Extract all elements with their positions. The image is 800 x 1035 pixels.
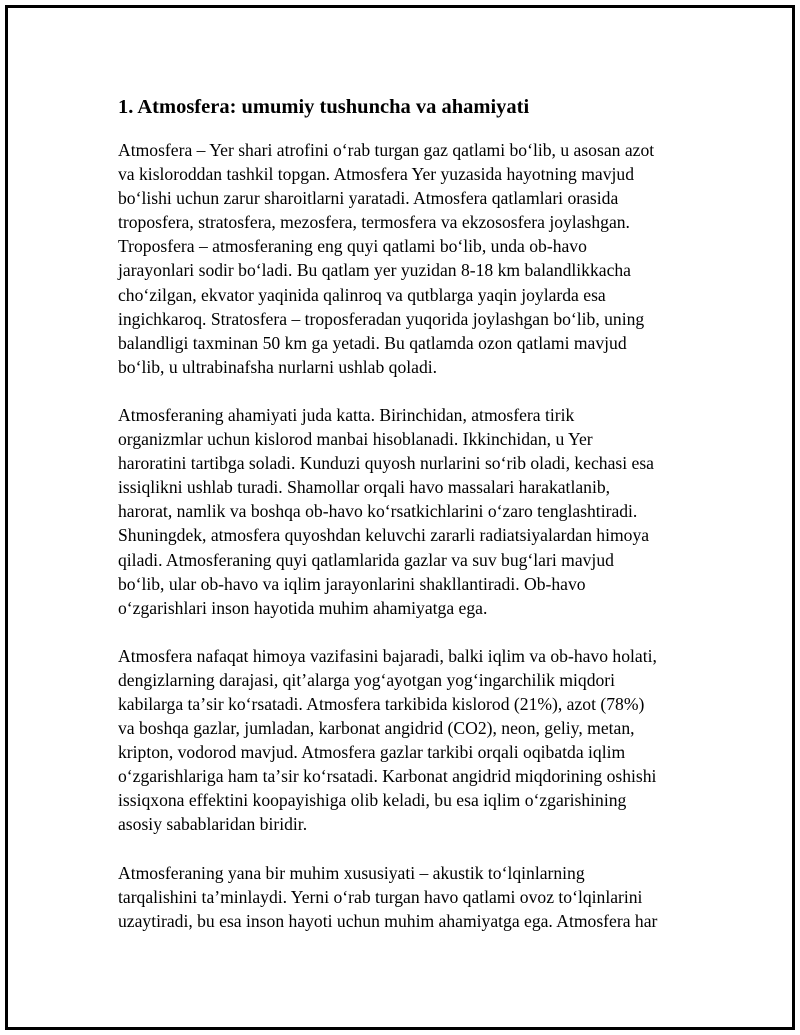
paragraph-2: Atmosferaning ahamiyati juda katta. Birinchidan, atmosfera tirik organizmlar uchun kislorod manbai hisoblanadi. Ikkinchidan, u Yer haroratini tartibga soladi. Kunduzi quyosh nurlarini soʻrib oladi, kechasi esa issiqlikni ushlab turadi. Shamollar orqali havo massalari harakatlanib, harorat, namlik va boshqa ob-havo koʻrsatkichlarini oʻzaro tenglashtiradi. Shuningdek, atmosfera quyoshdan keluvchi zararli radiatsiyalardan himoya qiladi. Atmosferaning quyi qatlamlarida gazlar va suv bugʻlari mavjud boʻlib, ular ob-havo va iqlim jarayonlarini shakllantiradi. Ob-havo oʻzgarishlari inson hayotida muhim ahamiyatga ega. — [118, 404, 654, 618]
document-body — [118, 94, 708, 957]
paragraph-3: Atmosfera nafaqat himoya vazifasini bajaradi, balki iqlim va ob-havo holati, dengizlarning darajasi, qitʼalarga yogʻayotgan yogʻingarchilik miqdori kabilarga taʼsir koʻrsatadi. Atmosfera tarkibida kislorod (21%), azot (78%) va boshqa gazlar, jumladan, karbonat angidrid (CO2), neon, geliy, metan, kripton, vodorod mavjud. Atmosfera gazlar tarkibi orqali oqibatda iqlim oʻzgarishlariga ham taʼsir koʻrsatadi. Karbonat angidrid miqdorining oshishi issiqxona effektini koopayishiga olib keladi, bu esa iqlim oʻzgarishining asosiy sabablaridan biridir. — [118, 645, 657, 835]
section-heading: 1. Atmosfera: umumiy tushuncha va ahamiyati — [118, 96, 530, 118]
paragraph-1: Atmosfera – Yer shari atrofini oʻrab turgan gaz qatlami boʻlib, u asosan azot va kisloroddan tashkil topgan. Atmosfera Yer yuzasida hayotning mavjud boʻlishi uchun zarur sharoitlarni yaratadi. Atmosfera qatlamlari orasida troposfera, stratosfera, mezosfera, termosfera va ekzososfera joylashgan. Troposfera – atmosferaning eng quyi qatlami boʻlib, unda ob-havo jarayonlari sodir boʻladi. Bu qatlam yer yuzidan 8-18 km balandlikkacha choʻzilgan, ekvator yaqinida qalinroq va qutblarga yaqin joylarda esa ingichkaroq. Stratosfera – troposferadan yuqorida joylashgan boʻlib, uning balandligi taxminan 50 km ga yetadi. Bu qatlamda ozon qatlami mavjud boʻlib, u ultrabinafsha nurlarni ushlab qoladi. — [118, 140, 655, 377]
paragraph-4: Atmosferaning yana bir muhim xususiyati – akustik toʻlqinlarning tarqalishini taʼminlaydi. Yerni oʻrab turgan havo qatlami ovoz toʻlqinlarini uzaytiradi, bu esa inson hayoti uchun muhim ahamiyatga ega. Atmosfera har — [118, 862, 658, 931]
